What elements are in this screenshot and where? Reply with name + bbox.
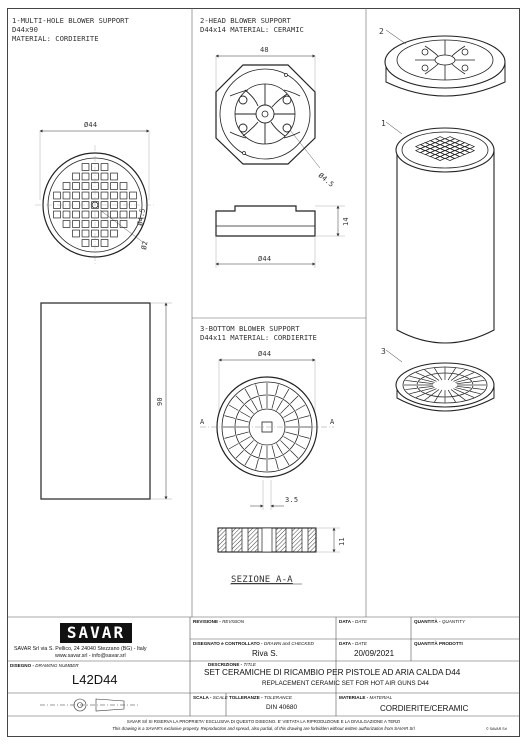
dim-hole-45-head: Ø4.5 (316, 171, 336, 189)
revision-label: REVISIONE - REVISION (193, 619, 245, 624)
rights-italian: SAVAR Srl SI RISERVA LA PROPRIETA' ESCLUSIVA DI QUESTO DISEGNO. E' VIETATA LA RIPRODUZIONE E LA DIVULGAZIONE A TERZI (126, 719, 401, 724)
section-a-a-view (218, 528, 346, 585)
multi-hole-side-view (41, 303, 172, 499)
dim-diameter-44-bottom: Ø44 (258, 350, 272, 358)
multi-hole-face-view (35, 121, 155, 265)
projection-symbol (40, 699, 140, 711)
savar-logo: SAVAR (60, 623, 132, 643)
date-value: 20/09/2021 (354, 649, 395, 658)
drawn-value: Riva S. (252, 649, 278, 658)
tolerance-label: TOLLERANZE - TOLERANCE (229, 695, 292, 700)
two-head-top-view (216, 46, 335, 189)
section-mark-left: A (200, 418, 205, 426)
iso-label-3: 3 (381, 347, 387, 356)
title-italian: SET CERAMICHE DI RICAMBIO PER PISTOLE AD ARIA CALDA D44 (204, 668, 461, 677)
dim-diameter-44-head: Ø44 (258, 255, 272, 263)
dim-width-48: 48 (260, 46, 269, 54)
dim-slot-35: 3.5 (285, 496, 299, 504)
title-english: REPLACEMENT CERAMIC SET FOR HOT AIR GUNS D44 (262, 680, 429, 687)
footer-mark: © SAVAR Srl (486, 727, 507, 731)
dim-height-14: 14 (342, 217, 350, 226)
two-head-side-view (216, 206, 350, 268)
caption-line-3: MATERIAL: CORDIERITE (12, 34, 99, 43)
bottom-face-view (200, 350, 335, 510)
section-mark-right: A (330, 418, 335, 426)
dim-small-2: Ø2 (140, 240, 150, 251)
scale-label: SCALA - SCALE (193, 695, 228, 700)
caption-line-1: 1-MULTI-HOLE BLOWER SUPPORT (12, 16, 129, 25)
material-label: MATERIALE - MATERIAL (339, 695, 393, 700)
date-label: DATA - DATE (339, 619, 367, 624)
caption-line-2: D44x11 MATERIAL: CORDIERITE (200, 333, 317, 342)
products-label: QUANTITÀ PRODOTTI (414, 641, 463, 646)
dim-height-11: 11 (338, 537, 346, 546)
company-web: www.savar.srl - info@savar.srl (55, 653, 126, 659)
date-label-2: DATA - DATE (339, 641, 367, 646)
caption-line-2: D44x90 (12, 25, 38, 34)
tolerance-value: DIN 40680 (266, 704, 298, 711)
quantity-label: QUANTITÀ - QUANTITY (414, 619, 466, 624)
material-value: CORDIERITE/CERAMIC (380, 704, 469, 713)
drawn-label: DISEGNATO e CONTROLLATO - DRAWN and CHECKED (193, 641, 314, 646)
dim-hole-45: Ø4.5 (136, 207, 148, 227)
dim-length-90: 90 (156, 397, 164, 406)
drawing-number: L42D44 (72, 672, 118, 687)
rights-english: This drawing is a SAVAR's exclusive property. Reproduction and spread, also partial, of this drawing are forbidden without written authorization from SAVAR Srl (112, 726, 415, 731)
isometric-assembly (379, 27, 505, 411)
iso-label-1: 1 (381, 119, 387, 128)
section-title: SEZIONE A-A (231, 575, 293, 585)
caption-line-1: 3-BOTTOM BLOWER SUPPORT (200, 324, 300, 333)
caption-line-2: D44x14 MATERIAL: CERAMIC (200, 25, 304, 34)
description-label: DESCRIZIONE - TITLE (208, 662, 256, 667)
drawing-number-label: DISEGNO - DRAWING NUMBER (10, 663, 79, 668)
company-address: SAVAR Srl via S. Pellico, 24 24040 Stezzano (BG) - Italy (14, 646, 147, 652)
caption-line-1: 2-HEAD BLOWER SUPPORT (200, 16, 291, 25)
dim-diameter-44: Ø44 (84, 121, 98, 129)
iso-label-2: 2 (379, 27, 385, 36)
